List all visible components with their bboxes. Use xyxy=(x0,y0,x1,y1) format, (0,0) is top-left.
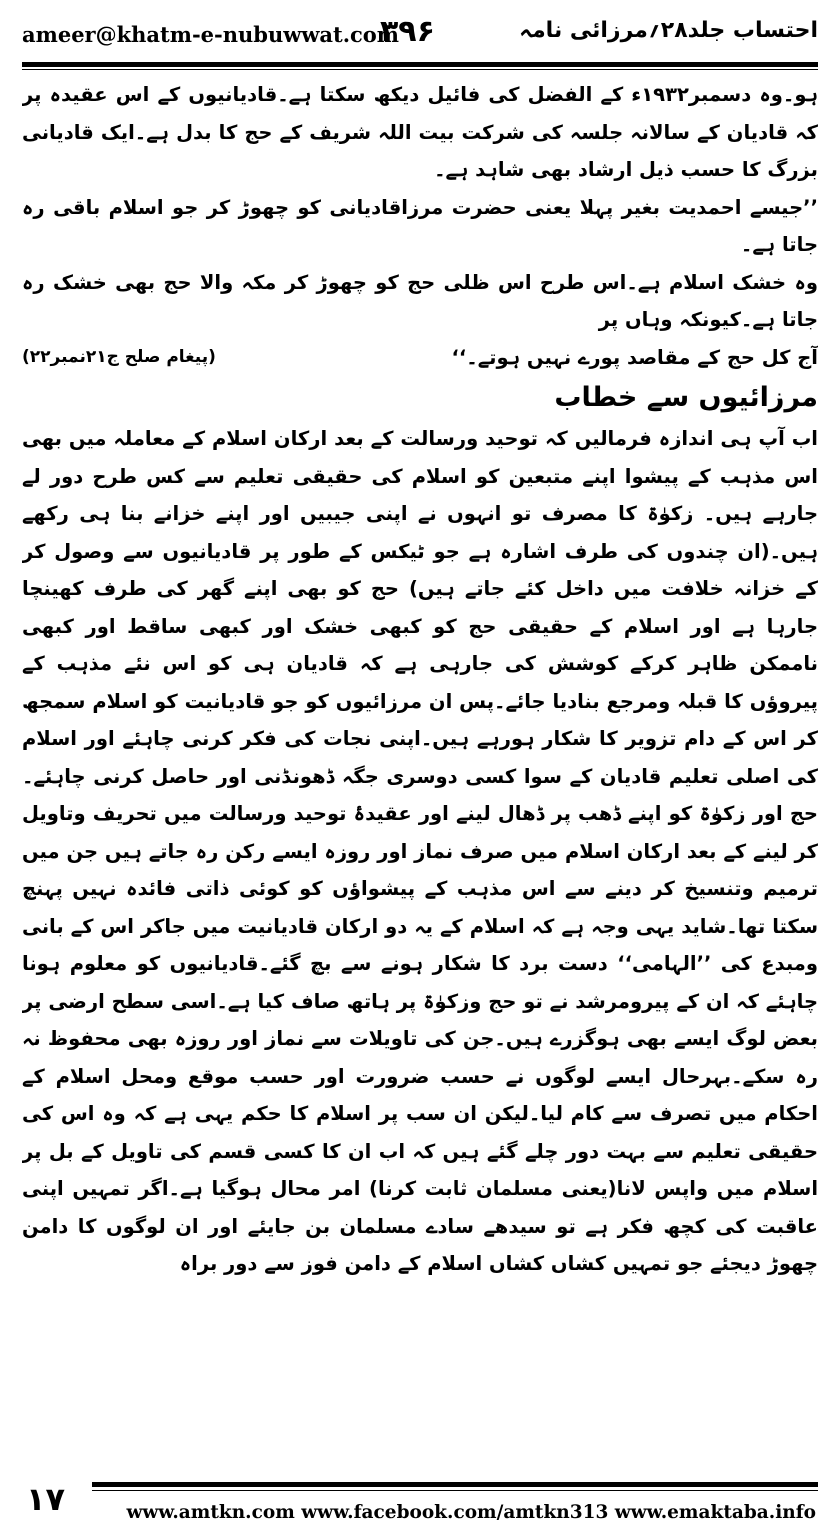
quote-last-line xyxy=(22,339,818,377)
footer-rule-thin xyxy=(92,1490,818,1491)
header-page-number: ۳۹۶ xyxy=(380,14,435,49)
footer-rule-thick xyxy=(92,1482,818,1487)
intro-paragraph: ہو۔وہ دسمبر۱۹۳۲ء کے الفضل کی فائیل دیکھ سکتا ہے۔قادیانیوں کے اس عقیدہ پر کہ قادیان کے سالانہ جلسہ کی شرکت بیت اللہ شریف کے حج کا بدل ہے۔ایک قادیانی بزرگ کا حسب ذیل ارشاد بھی شاہد ہے۔ xyxy=(22,83,818,181)
main-paragraph: اب آپ ہی اندازہ فرمالیں کہ توحید ورسالت کے بعد ارکان اسلام کے معاملہ میں بھی اس مذہب کے پیشوا اپنے متبعین کو اسلام کی حقیقی تعلیم سے کس طرح دور لے جارہے ہیں۔ زکوٰۃ کا مصرف تو انہوں نے اپنی جیبیں اور اپنے خزانے بنا ہی رکھے ہیں۔(ان چندوں کی طرف اشارہ ہے جو ٹیکس کے طور پر قادیانیوں سے وصول کر کے خزانہ خلافت میں داخل کئے جاتے ہیں) حج کو بھی اپنے گھر کی طرف کھینچا جارہا ہے اور اسلام کے حقیقی حج کو کبھی خشک اور کبھی ساقط اور کبھی ناممکن ظاہر کرکے کوشش کی جارہی ہے کہ قادیان ہی کو اس نئے مذہب کے پیروؤں کا قبلہ ومرجع بنادیا جائے۔پس ان مرزائیوں کو جو قادیانیت کو اسلام سمجھ کر اس کے دام تزویر کا شکار ہورہے ہیں۔اپنی نجات کی فکر کرنی چاہئے اور اسلام کی اصلی تعلیم قادیان کے سوا کسی دوسری جگہ ڈھونڈنی اور حاصل کرنی چاہئے۔حج اور زکوٰۃ کو اپنے ڈھب پر ڈھال لینے اور عقیدۂ توحید ورسالت میں تحریف وتاویل کر لینے کے بعد ارکان اسلام میں صرف نماز اور روزہ ایسے رکن رہ جاتے ہیں جن میں ترمیم وتنسیخ کر دینے سے اس مذہب کے پیشواؤں کو کوئی ذاتی فائدہ نہیں پہنچ سکتا تھا۔شاید یہی وجہ ہے کہ اسلام کے یہ دو ارکان قادیانیت میں جاکر اس کے بانی ومبدع کی ’’الہامی‘‘ دست برد کا شکار ہونے سے بچ گئے۔قادیانیوں کو معلوم ہونا چاہئے کہ ان کے پیرومرشد نے تو حج وزکوٰۃ پر ہاتھ صاف کیا ہے۔اسی سطح ارضی پر بعض لوگ ایسے بھی ہوگزرے ہیں۔جن کی تاویلات سے نماز اور روزہ بھی محفوظ نہ رہ سکے۔بہرحال ایسے لوگوں نے حسب ضرورت اور حسب موقع ومحل اسلام کے احکام میں تصرف سے کام لیا۔لیکن ان سب پر اسلام کا حکم یہی ہے کہ وہ اس کی حقیقی تعلیم سے بہت دور چلے گئے ہیں کہ اب ان کا کسی قسم کی تاویل کے بل پر اسلام میں واپس لانا(یعنی مسلمان ثابت کرنا) امر محال ہوگیا ہے۔اگر تمہیں اپنی عاقبت کی کچھ فکر ہے تو سیدھے سادے مسلمان بن جایئے اور ان لوگوں کا دامن چھوڑ دیجئے جو تمہیں کشاں کشاں اسلام کے دامن فوز سے دور براہ xyxy=(22,427,818,1275)
quote-line: وہ خشک اسلام ہے۔اس طرح اس ظلی حج کو چھوڑ کر مکہ والا حج بھی خشک رہ جاتا ہے۔کیونکہ وہاں پر xyxy=(22,270,818,331)
page-body xyxy=(22,76,818,1468)
header-email: ameer@khatm-e-nubuwwat.com xyxy=(22,22,400,47)
footer-page-number: ۱۷ xyxy=(26,1480,66,1518)
header-rule-thin xyxy=(22,69,818,70)
quote-line: آج کل حج کے مقاصد پورے نہیں ہوتے۔‘‘ xyxy=(451,345,818,369)
footer-links: www.amtkn.com www.facebook.com/amtkn313 www.emaktaba.info xyxy=(126,1502,816,1523)
page-footer xyxy=(0,1476,840,1540)
quote-line: ’’جیسے احمدیت بغیر پہلا یعنی حضرت مرزاقادیانی کو چھوڑ کر جو اسلام باقی رہ جاتا ہے۔ xyxy=(22,195,818,256)
section-heading: مرزائیوں سے خطاب xyxy=(554,382,818,413)
page-header xyxy=(0,0,840,70)
header-book-title: احتساب جلد۲۸؍مرزائی نامہ xyxy=(519,18,818,43)
quote-citation: (پیغام صلح ج۲۱نمبر۲۲) xyxy=(22,346,216,367)
header-rule-thick xyxy=(22,62,818,67)
